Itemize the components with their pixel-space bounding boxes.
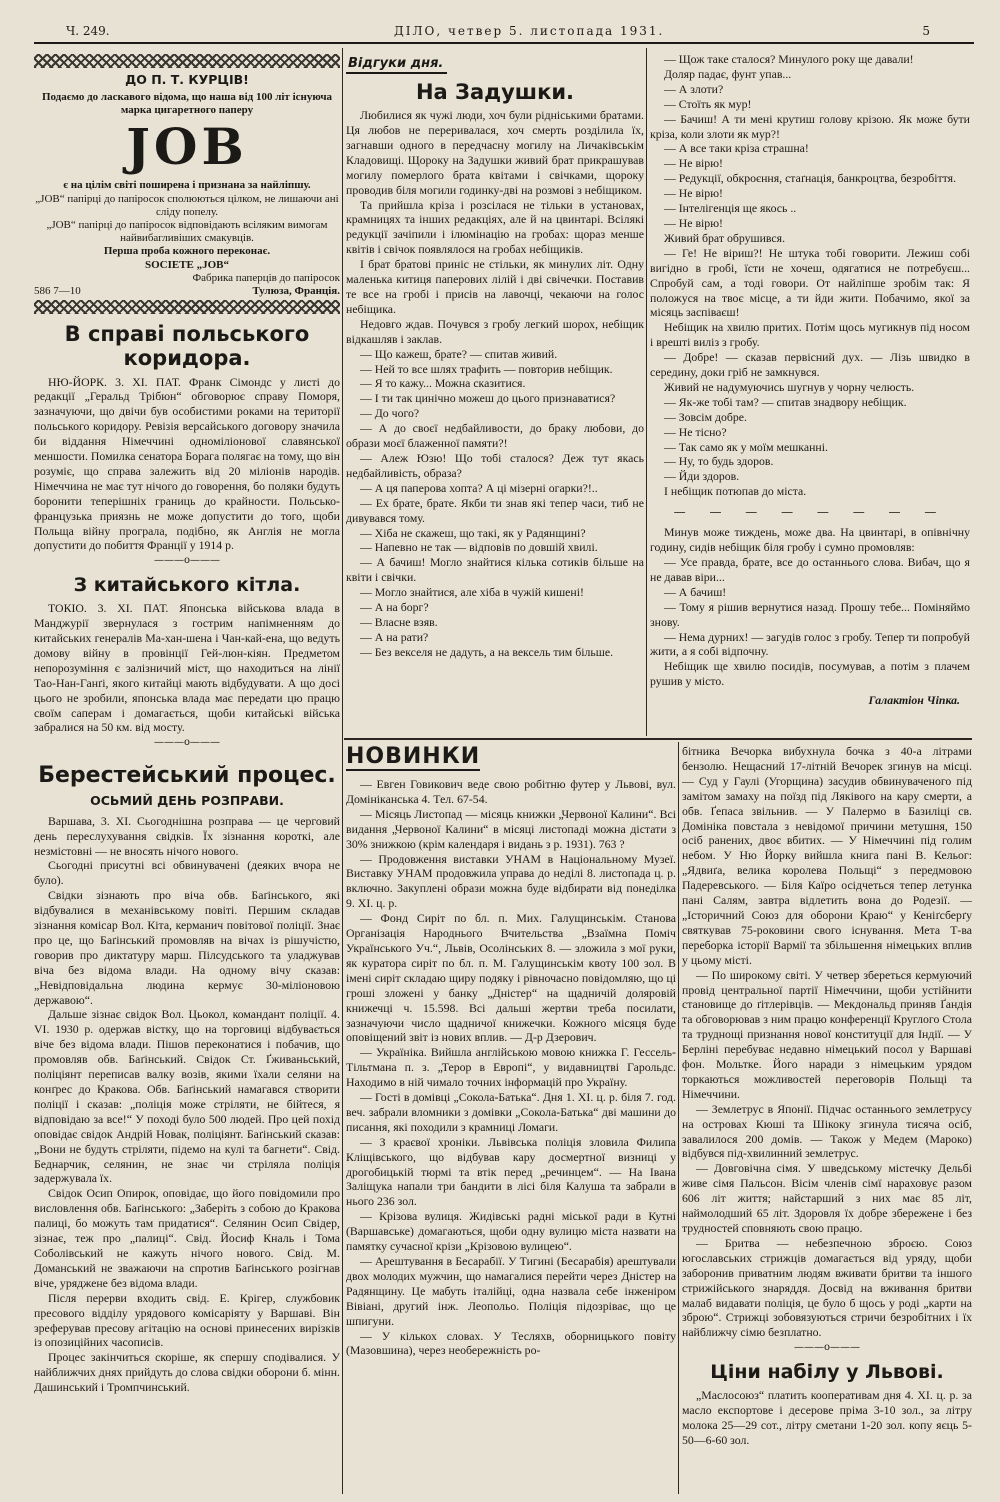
separator: ———o———: [793, 1342, 861, 1354]
job-logo: JOB: [126, 117, 248, 177]
article-paragraph: Дальше зізнає свідок Вол. Цьокол, командант поліції. 4. VI. 1930 р. одержав вістку, що на торговиці відбувається віче без відома влади. Пішов переконатися і побачив, що промовляв обв. Баґінський. Свідок Ст. Ґживаньський, поліціянт переписав валку возів, якими їхали селяни на конґрес до Кракова. Обв. Баґінський намагався створити поліції і сказав: „поліція може стріляти, не бійтеся, я відповідаю за все!“ У поході було 500 людей. Про цей похід оповідає свідок Андрій Новак, поліціянт. Баґінський сказав: „Вони не будуть стріляти, підемо на кулі та багнети“. Свід. Беднарчик, селянин, не знає чи стріляла поліція задержувала їх.: [34, 1007, 340, 1186]
dialogue-line: — Хіба не скажеш, що такі, як у Радянщині?: [360, 525, 586, 540]
dialogue-line: — Без векселя не дадуть, а на вексель тим більше.: [360, 644, 614, 659]
dash-separator: — — — — — — — —: [673, 505, 947, 520]
dialogue-line: — А на борг?: [360, 600, 429, 615]
issue-number: Ч. 249.: [66, 24, 110, 38]
rubric-label: Відгуки дня.: [346, 56, 447, 74]
dialogue-line: Живий не надумуючись шугнув у чорну челюсть.: [664, 379, 915, 394]
dialogue-line: — А бачиш! Могло знайтися кілька сотиків більше на квіти і свічки.: [346, 555, 644, 585]
advert-line: є на цілім світі поширена і признана за найліпшу.: [63, 179, 311, 192]
dialogue-line: — Інтелігенція ще якось ..: [664, 201, 797, 216]
news-heading: НОВИНКИ: [346, 744, 481, 769]
column-rule: [342, 48, 343, 1494]
ornament-border: [34, 54, 340, 68]
dialogue-line: — Ну, то будь здоров.: [664, 454, 774, 469]
advert-line: „JOB“ папірці до папіросок відповідають всіляким вимогам найвибагливіших смакувців.: [46, 219, 328, 245]
dialogue-line: — Йди здоров.: [664, 469, 740, 484]
section-rule: [344, 738, 972, 740]
dialogue-line: — Так само як у моїм мешканні.: [664, 439, 828, 454]
separator: ———o———: [153, 737, 221, 749]
dialogue-line: — Не вірю!: [664, 215, 723, 230]
article-paragraph: Після перерви входить свід. Е. Крігер, службовик пресового відділу урядового комісаріяту у Варшаві. Він зреферував пресову агітацію на основі принесених вирізків із опозиційних часописів.: [34, 1290, 340, 1350]
news-item: — Евген Говикович веде свою робітню футер у Львові, вул. Домініканська 4. Тел. 67-54.: [346, 777, 676, 806]
advert-city: Тулюза, Франція.: [252, 285, 340, 298]
column-left: [34, 52, 340, 1492]
article-title: На Задушки.: [415, 80, 575, 104]
advert-heading: ДО П. Т. КУРЦІВ!: [125, 72, 249, 87]
job-advert: [34, 72, 340, 298]
article-paragraph: Варшава, 3. XI. Сьогоднішна розправа — це черговий день переслухування свідків. Їх зізнання короткі, але незмістовні — не вносять нічого нового.: [34, 813, 340, 858]
dialogue-line: — Могло знайтися, але хіба в чужій кишені!: [360, 585, 584, 600]
news-item: — Бритва — небезпечною зброєю. Союз югославських стрижців домагається від уряду, щоби заборонив приватним людям вживати бритви та іншого стрижійського знаряддя. Досвід на вживання бритви малаб видавати поліція, це було б щось у роді „карти на зброю“. Стрижці зобовязуються стричи безробітних і їх найближчу сімю безплатно.: [682, 1235, 972, 1340]
news-item: — Арештування в Бесарабії. У Тигині (Бесарабія) арештували двох молодих мужчин, що намагалися перейти через Дністер на Радянщину. Це мабуть італійці, одна назвала себе інженіром Вівіані, другий інж. Леопольо. Поліція підозріває, що це шпигуни.: [346, 1254, 676, 1328]
article-body: „Маслосоюз“ платить кооперативам дня 4. XI. ц. р. за масло експортове і десерове пріма 3-10 зол., за літру молока 25—29 сот., літру сметани 1-20 зол. копу яєць 5-50—6-60 зол.: [682, 1388, 972, 1447]
page-number: 5: [922, 24, 930, 38]
article-paragraph: Процес закінчиться скоріше, як спершу сподівалися. У найближчих днях прийдуть до слова свідки оборони б. мінн. Дашинський і Тромпчинський.: [34, 1350, 340, 1395]
news-item: — З краєвої хроніки. Львівська поліція зловила Филипа Кліщівського, що відбував кару досмертної визниці у дрогобицькій тюрмі та втік перед „речинцем“. — На Івана Заліщука напали три бандити в лісі біля Калуша та забрали в нього 236 зол.: [346, 1134, 676, 1209]
advert-intro: Подаємо до ласкавого відома, що наша від 100 літ існуюча марка цигаретного паперу: [41, 91, 333, 117]
column-news-left: [346, 744, 676, 1496]
dialogue-line: — Тому я рішив вернутися назад. Прошу тебе... Поміняймо знову.: [650, 599, 970, 629]
news-item: — По широкому світі. У четвер збереться кермуючий провід центральної партії Німеччини, щоби устійнити становище до ґітлерівців. — Мекдональд приняв Ґандія та обговорював з ним працю конференції Круглого Стола та труднощі признання нової конституції для Індії. — У Берліні перебуває недавно німецький посол у Варшаві фон. Мольтке. Його наради з німецьким урядом торкаються можливостей переговорів Польщі та Німеччини.: [682, 967, 972, 1101]
advert-code: 586 7—10: [34, 285, 81, 298]
dialogue-line: Небіщик ще хвилю посидів, посумував, а потім з плачем рушив у місто.: [650, 659, 970, 689]
dialogue-line: — Не вірю!: [664, 156, 723, 171]
dialogue-line: — Не тісно?: [664, 424, 727, 439]
masthead-title: ДІЛО, четвер 5. листопада 1931.: [394, 24, 665, 38]
column-feuilleton-right: [650, 52, 970, 734]
dialogue-line: — Ех брате, брате. Якби ти знав які тепер часи, тиб не дивувався тому.: [346, 495, 644, 525]
dialogue-line: — Ней то все шлях трафить — повторив небіщик.: [360, 361, 613, 376]
dialogue-line: — А злоти?: [664, 81, 724, 96]
dialogue-line: — Усе правда, брате, все до останнього слова. Вибач, що я не давав віри...: [650, 555, 970, 584]
dialogue-line: — До чого?: [360, 406, 420, 421]
article-title: Берестейський процес.: [38, 763, 336, 789]
article-title: Ціни набілу у Львові.: [710, 1361, 944, 1384]
dialogue-line: І небіщик потюпав до міста.: [664, 484, 807, 499]
advert-company-desc: Фабрика паперців до папіросок: [192, 271, 340, 284]
dialogue-line: — Як-же тобі там? — спитав знадвору небіщик.: [664, 394, 907, 409]
article-body: НЮ-ЙОРК. 3. XI. ПАТ. Франк Сімондс у листі до редакції „Геральд Трібюн“ обговорює справу Поморя, зазначуючи, що двічи був особистими роками на території польського коридору. Ревізія версайського договору значила би віддання Німеччині одноміліонової славянської меншости. Помилка сенатора Борага полягає на тому, що він розуміє, що справа залежить від 20 міліонів народів. Німеччина не має тут нічого до говорення, бо поляки будуть боронити теперішніх границь до крайности. Польсько-французька приязнь не може допустити до того, щоби Польща війну програла, подібно, як Англія не могла допустити до побиття Франції у 1914 р.: [34, 374, 340, 553]
news-item: бітника Вечорка вибухнула бочка з 40-а літрами бензолю. Нещасний 17-літній Вечорек згинув на місці. — Суд у Гаулі (Угорщина) засудив обвинуваченого під замітом замаху на поїзд під Ляківого на кару смерти, а обв. Ґепаса звільнив. — У Палермо в Базиліці св. Домініка повстала з невідомої причини метушня, 150 осіб ранених, двоє вбитих. — У Німеччині під голим небом. У Ню Йорку вийшла книга пані В. Кельог: „Ядвиґа, велика королева Польщі“ з передмовою Падеревського. — Біля Каїро осідчеться тепер летунка пані Салям, завтра відлетить вона до Родезії. — „Історичний Союз для оборони Краю“ у Кеніґсберґу святкував 75-роковини свого існування. Мета Т-ва переборка історії Вармії та збільшення німецьких вплив у цьому місті.: [682, 744, 972, 967]
dialogue-line: — Ге! Не віриш?! Не штука тобі говорити. Лежиш собі вигідно в гробі, їсти не хочеш, одягатися не потребуєш... Спробуй сам, а тоді говори. От найліпше зробім так: Я положуся на твоє місце, а ти йди жити. Побачимо, якої за місяць заспіваєш!: [650, 245, 970, 320]
dialogue-line: — Редукції, обкроєння, стаґнація, банкроцтва, безробіття.: [664, 171, 957, 186]
dialogue-line: — Не вірю!: [664, 186, 723, 201]
dialogue-line: — Добре! — сказав первісний дух. — Лізь швидко в середину, доки гріб не замкнувся.: [650, 350, 970, 380]
article-body: ТОКІО. 3. XI. ПАТ. Японська військова влада в Манджурії звернулася з гострим напімненням до китайських генералів Ма-хан-шена і Чан-кай-ена, що ведуть домову війну в провінції Гей-люн-кіян. Предметом непорозуміння є залізничий міст, що находиться на лінії Тао-Нан-Ганґі, якого китайці мають відбудувати. А що досі цього не зробили, японська влада має передати цю працю своїм саперам і домагається, щоби китайські війська забралися на 50 км. від мосту.: [34, 601, 340, 735]
dialogue-line: Живий брат обрушився.: [664, 230, 786, 245]
dialogue-line: — Бачиш! А ти мені крутиш голову крізою. Як може бути кріза, коли злоти як мур?!: [650, 111, 970, 141]
dialogue-line: — А бачиш!: [664, 584, 727, 599]
dialogue-line: — Власне взяв.: [360, 614, 438, 629]
article-paragraph: Недовго ждав. Почувся з гробу легкий шорох, небіщик відкашляв і заклав.: [346, 316, 644, 346]
advert-line: Перша проба кожного переконає.: [103, 245, 271, 258]
news-item: — Крізова вулиця. Жидівські радні міської ради в Кутні (Варшавське) домагаються, щоби одну вулицю міста назвати на памятку сучасної крізи „Крізовою вулицею“.: [346, 1209, 676, 1254]
dialogue-line: — І ти так цинічно можеш до цього признаватися?: [360, 391, 616, 406]
news-item: — Місяць Листопад — місяць книжки „Червоної Калини“. Всі видання „Червоної Калини“ в місяці листопаді можна дістати з 30% знижкою (крім календаря і видань з р. 1931). 763 ?: [346, 806, 676, 851]
dialogue-line: — Я то кажу... Можна сказитися.: [360, 376, 526, 391]
dialogue-line: — Напевно не так — відповів по довшій хвилі.: [360, 540, 598, 555]
news-item: — У кількох словах. У Тесляхв, оборницького повіту (Мазовшина), через необережність ро-: [346, 1328, 676, 1358]
column-news-right: [682, 744, 972, 1496]
dialogue-line: Доляр падає, фунт упав...: [664, 66, 792, 81]
advert-company: SOCIETE „JOB“: [144, 258, 230, 271]
dialogue-line: — Нема дурних! — загудів голос з гробу. Тепер ти попробуй жити, а я собі відпочну.: [650, 629, 970, 659]
article-paragraph: І брат братові приніс не стільки, як минулих літ. Одну маленька китиця паперових лілій і дві свічечки. Поставив те все на гробі і присів на лавочці, чекаючи на голос небіщика.: [346, 257, 644, 316]
article-paragraph: Та прийшла кріза і розсілася не тільки в установах, крамницях та інших редакціях, але й на цвинтарі. Всілякі редукції зачіпили і ілюмінацію на гробах: щораз менше квітів і свічок появлялося на гробах небіщиків.: [346, 197, 644, 257]
article-paragraph: Свідок Осип Опирок, оповідає, що його повідомили про висловлення обв. Баґінського: „Заберіть з собою до Кракова палиці, бо можуть там придатися“. Селянин Осип Свідер, зізнає, теж про „палиці“. Свід. Йосиф Кналь і Тома Соболівський не кажуть нічого нового. Свід. М. Доманський не зважаючи на спротив Баґінського розігнав віче, уряджене без відома влади.: [34, 1186, 340, 1290]
author-signature: Галактіон Чіпка.: [868, 693, 960, 708]
dialogue-line: — Стоїть як мур!: [664, 96, 752, 111]
article-subtitle: ОСЬМИЙ ДЕНЬ РОЗПРАВИ.: [90, 792, 284, 808]
dialogue-line: — Що кажеш, брате? — спитав живий.: [360, 346, 558, 361]
masthead: [34, 22, 974, 44]
news-item: — Україніка. Вийшла англійською мовою книжка Г. Гессель-Тільтмана п. з. „Терор в Европі“, у видавництві Гарольдс. Находимо в ній чимало точних інформацій про Україну.: [346, 1045, 676, 1090]
dialogue-line: — А ця паперова хопта? А ці мізерні огарки?!..: [360, 480, 598, 495]
dialogue-line: Небіщик на хвилю притих. Потім щось мугикнув під носом і врешті виліз з гробу.: [650, 320, 970, 350]
ornament-border: [34, 300, 340, 314]
news-item: — Гості в домівці „Сокола-Батька“. Дня 1. XI. ц. р. біля 7. год. веч. забрали вломники з домівки „Сокола-Батька“ дві машини до писання, які походили з крамниці Ломаги.: [346, 1090, 676, 1134]
article-paragraph: Сьогодні присутні всі обвинувачені (деяких вчора не було).: [34, 858, 340, 888]
news-item: — Продовження виставки УНАМ в Національному Музеї. Виставку УНАМ продовжила управа до неділі 8. листопада ц. р. включно. Закуплені образи можна буде відбирати від понеділка 9. XI. ц. р.: [346, 851, 676, 911]
dialogue-line: — А на рати?: [360, 629, 429, 644]
article-paragraph: Свідки зізнають про віча обв. Баґінського, які відбувалися в механівському повіті. Першим складав зізнання комісар Вол. Кіта, керманич повітової поліції. Знає про це, що Баґінський промовляв на вічах із рішучістю, говорив про диктатуру марш. Пілсудського та уладжував віча без відома влади. На одному вічу сказав: „Невідповідальна людина кермує 30-міліоновою державою“.: [34, 888, 340, 1007]
dialogue-line: — Щож таке сталося? Минулого року ще давали!: [664, 52, 914, 66]
article-title: В справі польського коридора.: [64, 322, 310, 371]
news-item: — Землетрус в Японії. Підчас останнього землетрусу на островах Кюші та Шікоку згинула тисяча осіб, завалилося 200 домів. — Також у Медем (Мароко) відбувся під-хвилинний землетрус.: [682, 1101, 972, 1161]
dialogue-line: — А все таки кріза страшна!: [664, 141, 809, 156]
column-rule: [646, 48, 647, 736]
advert-line: „JOB“ папірці до папіросок сполюються цілком, не лишаючи ані сліду попелу.: [35, 192, 339, 218]
separator: ———o———: [153, 555, 221, 567]
column-rule: [678, 742, 679, 1494]
column-feuilleton-left: [346, 52, 644, 734]
dialogue-line: — Алеж Юзю! Що тобі сталося? Деж тут якась недбайливість, образа?: [346, 450, 644, 480]
dialogue-line: — А до своєї недбайливости, до браку любови, до образи моєї блаженної памяти?!: [346, 421, 644, 451]
dialogue-line: Минув може тиждень, може два. На цвинтарі, в опівнічну годину, сидів небіщик біля гробу і сумно промовляв:: [650, 525, 970, 555]
news-item: — Довговічна сімя. У шведському містечку Дельбі живе сімя Пальсон. Вісім членів сімї нараховує разом 606 літ життя; найстарший з них має 85 літ, наймолодший 65 літ. Здоровля їх добре збережене і без трудностей сповняють свою працю.: [682, 1161, 972, 1235]
news-item: — Фонд Сиріт по бл. п. Мих. Галущинськім. Станова Організація Народнього Вчительства „Взаїмна Поміч Українського Уч.“, Львів, Осолінських 8. — зложила з мої руки, як куратора сиріт по бл. п. М. Галущинськім квоту 100 зол. В імені сиріт складаю щиру подяку і рівночасно повідомляю, що ці гроші зложені у банку „Дністер“ на щадничій доляровій книжечці ч. 15.598. Всі дальші жертви треба посилати, зазначуючи число щадничої книжечки. Кожного місяця буде оповіщений звіт із нових вплив. — Д-р Дзерович.: [346, 911, 676, 1045]
article-paragraph: Любилися як чужі люди, хоч були рідніськими братами. Ця любов не переривалася, хоч смерть розділила їх, загнавши одного в передчасну могилу на Личаківськім Кладовищі. Щороку на Задушки живий брат прикрашував могилу померлого брата квітами і свічками, щороку проводив біля могили годинку-дві на розмові з небіщиком.: [346, 108, 644, 197]
dialogue-line: — Зовсім добре.: [664, 409, 747, 424]
article-title: З китайського кітла.: [73, 574, 301, 597]
